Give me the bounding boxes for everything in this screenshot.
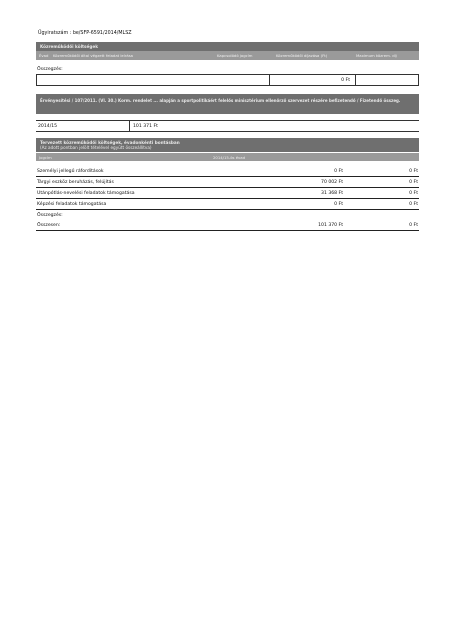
row-value-a: 31 368 Ft <box>321 191 343 196</box>
col-season-2014: 2014/15-ös évad <box>213 154 246 160</box>
section3-subtitle: (Az adott pontban jelölt tételével együtt összeállítva) <box>40 145 152 150</box>
section1-total-row <box>36 74 419 86</box>
row-label: Személyi jellegű ráfordítások <box>37 169 104 174</box>
section2-header <box>36 94 419 114</box>
row-label: Képzési feladatok támogatása <box>37 202 107 207</box>
row-underline <box>36 209 419 210</box>
section3-summary-label: Összegzés: <box>37 213 63 218</box>
col-fee: Közreműködői díjazása (Ft) <box>276 53 328 58</box>
section2-row <box>36 120 419 132</box>
section1-column-header <box>36 51 419 60</box>
section3-header <box>36 138 419 152</box>
section1-total-divider-left <box>269 75 270 86</box>
section2-title: Érvényesítési / 107/2011. (VI. 30.) Korm. rendelet ... alapján a sportpolitikáért felelős minisztérium ellenőrző szervezet részére befizetendő / Fizetendő összeg. <box>40 98 401 103</box>
section2-season: 2014/15 <box>38 124 58 129</box>
row-value-b: 0 Ft <box>409 169 418 174</box>
section1-title: Közreműködői költségek <box>40 43 98 49</box>
section2-divider <box>129 121 130 132</box>
col-max-fee: Maximum közrem. díj <box>356 53 397 58</box>
section2-amount: 101 371 Ft <box>133 124 158 129</box>
total-underline <box>36 230 419 231</box>
section3-column-header <box>36 153 419 161</box>
row-underline <box>36 176 419 177</box>
col-description: Közreműködői által végzett feladat leírása <box>53 53 134 58</box>
section1-total-value: 0 Ft <box>341 78 350 83</box>
row-value-a: 0 Ft <box>334 169 343 174</box>
row-underline <box>36 187 419 188</box>
section3-total-b: 0 Ft <box>409 223 418 228</box>
row-label: Tárgyi eszköz beruházás, felújítás <box>37 180 114 185</box>
row-value-a: 0 Ft <box>334 202 343 207</box>
section1-header <box>36 42 419 51</box>
row-value-b: 0 Ft <box>409 191 418 196</box>
col-legal-title: Kapcsolódó jogcím <box>217 53 253 58</box>
row-value-a: 70 002 Ft <box>321 180 343 185</box>
row-value-b: 0 Ft <box>409 180 418 185</box>
row-label: Utánpótlás-nevelési feladatok támogatása <box>37 191 135 196</box>
row-value-b: 0 Ft <box>409 202 418 207</box>
document-reference: Ügyiratszám : be/SFP-6591/2014/MLSZ <box>38 31 132 36</box>
section3-total-a: 101 370 Ft <box>318 223 343 228</box>
col-jogcim: Jogcím <box>39 154 52 160</box>
section3-title: Tervezett közreműködői költségek, évadonkénti bontásban <box>40 139 180 145</box>
row-underline <box>36 198 419 199</box>
col-season: Évad <box>39 53 49 58</box>
section1-total-divider-right <box>355 75 356 86</box>
section3-total-label: Összesen: <box>37 223 61 228</box>
section1-summary-label: Összegzés: <box>37 67 63 72</box>
